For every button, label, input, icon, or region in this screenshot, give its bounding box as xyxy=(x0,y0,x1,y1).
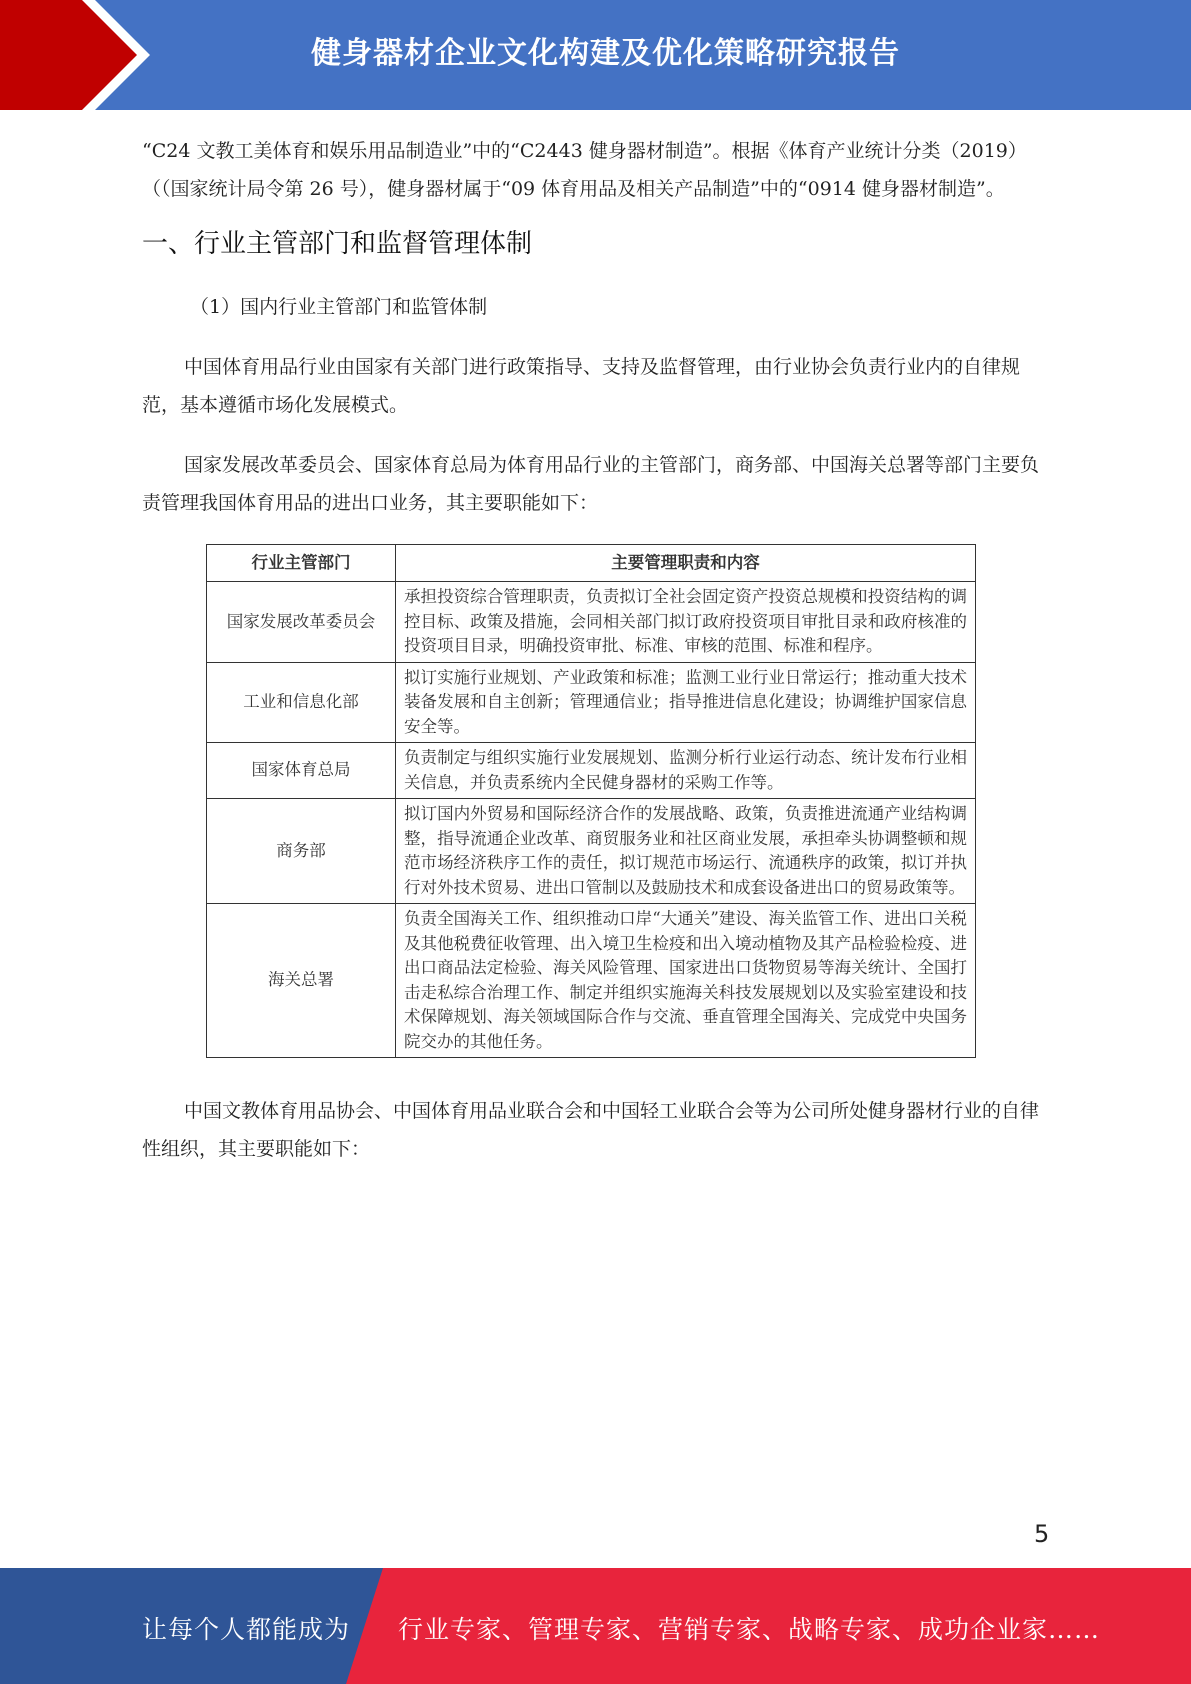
report-title: 健身器材企业文化构建及优化策略研究报告 xyxy=(311,36,900,71)
footer-slogan-left: 让每个人都能成为 xyxy=(142,1615,351,1644)
table-cell-duty: 负责制定与组织实施行业发展规划、监测分析行业运行动态、统计发布行业相关信息，并负责系统内全民健身器材的采购工作等。 xyxy=(396,743,976,799)
intro-paragraph: “C24 文教工美体育和娱乐用品制造业”中的“C2443 健身器材制造”。根据《体育产业统计分类（2019）（（国家统计局令第 26 号），健身器材属于“09 体育用品及相关产品制造”中的“0914 健身器材制造”。 xyxy=(142,140,1027,200)
main-content xyxy=(142,132,1050,1168)
table-header-duty: 主要管理职责和内容 xyxy=(396,545,976,582)
table-cell-duty: 拟订实施行业规划、产业政策和标准；监测工业行业日常运行；推动重大技术装备发展和自主创新；管理通信业；指导推进信息化建设；协调维护国家信息安全等。 xyxy=(396,662,976,743)
table-cell-duty: 拟订国内外贸易和国际经济合作的发展战略、政策，负责推进流通产业结构调整，指导流通企业改革、商贸服务业和社区商业发展，承担牵头协调整顿和规范市场经济秩序工作的责任，拟订规范市场运行、流通秩序的政策，拟订并执行对外技术贸易、进出口管制以及鼓励技术和成套设备进出口的贸易政策等。 xyxy=(396,799,976,904)
table-row xyxy=(207,904,976,1058)
table-header-row xyxy=(207,545,976,582)
departments-table-wrapper xyxy=(206,544,978,1058)
page-header xyxy=(0,0,1191,110)
page-number: 5 xyxy=(1034,1520,1050,1548)
table-row xyxy=(207,799,976,904)
table-cell-dept: 商务部 xyxy=(207,799,396,904)
paragraph-2: 国家发展改革委员会、国家体育总局为体育用品行业的主管部门，商务部、中国海关总署等部门主要负责管理我国体育用品的进出口业务，其主要职能如下： xyxy=(142,454,1040,514)
table-cell-dept: 海关总署 xyxy=(207,904,396,1058)
table-cell-dept: 国家体育总局 xyxy=(207,743,396,799)
table-cell-dept: 国家发展改革委员会 xyxy=(207,582,396,663)
subheading: （1）国内行业主管部门和监管体制 xyxy=(190,296,488,318)
page-footer xyxy=(0,1568,1191,1684)
table-row xyxy=(207,743,976,799)
paragraph-1: 中国体育用品行业由国家有关部门进行政策指导、支持及监督管理，由行业协会负责行业内的自律规范，基本遵循市场化发展模式。 xyxy=(142,356,1021,416)
table-row xyxy=(207,662,976,743)
table-header-dept: 行业主管部门 xyxy=(207,545,396,582)
table-cell-dept: 工业和信息化部 xyxy=(207,662,396,743)
footer-slogan-right: 行业专家、管理专家、营销专家、战略专家、成功企业家…… xyxy=(398,1615,1101,1644)
section-heading: 一、行业主管部门和监督管理体制 xyxy=(142,229,533,259)
table-cell-duty: 负责全国海关工作、组织推动口岸“大通关”建设、海关监管工作、进出口关税及其他税费征收管理、出入境卫生检疫和出入境动植物及其产品检验检疫、进出口商品法定检验、海关风险管理、国家进出口货物贸易等海关统计、全国打击走私综合治理工作、制定并组织实施海关科技发展规划以及实验室建设和技术保障规划、海关领域国际合作与交流、垂直管理全国海关、完成党中央国务院交办的其他任务。 xyxy=(396,904,976,1058)
table-row xyxy=(207,582,976,663)
departments-table xyxy=(206,544,976,1058)
paragraph-3: 中国文教体育用品协会、中国体育用品业联合会和中国轻工业联合会等为公司所处健身器材行业的自律性组织，其主要职能如下： xyxy=(142,1100,1040,1160)
table-cell-duty: 承担投资综合管理职责，负责拟订全社会固定资产投资总规模和投资结构的调控目标、政策及措施，会同相关部门拟订政府投资项目审批目录和政府核准的投资项目目录，明确投资审批、标准、审核的范围、标准和程序。 xyxy=(396,582,976,663)
